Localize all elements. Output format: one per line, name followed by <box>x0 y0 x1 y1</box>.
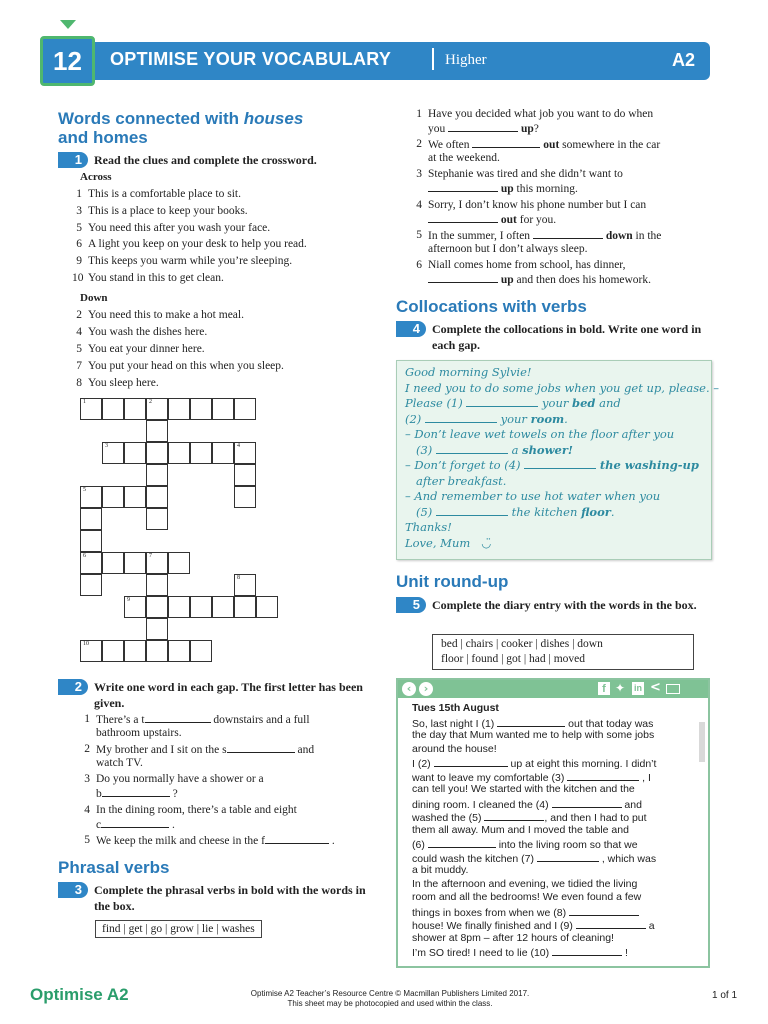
smiley-icon: ◡̈ <box>473 535 492 550</box>
crossword-cell[interactable] <box>190 398 212 420</box>
crossword-cell[interactable] <box>256 596 278 618</box>
word-box-phrasal: find | get | go | grow | lie | washes <box>95 920 262 938</box>
section-title-houses: Words connected with houses and homes <box>58 109 304 147</box>
exercise-number: 5 <box>396 597 426 613</box>
answer-gap[interactable] <box>436 505 508 516</box>
crossword-cell[interactable] <box>124 398 146 420</box>
answer-gap[interactable] <box>472 137 540 148</box>
crossword-cell[interactable] <box>102 442 124 464</box>
crossword-cell[interactable] <box>80 574 102 596</box>
level-label: Higher <box>445 52 487 68</box>
exercise-number: 2 <box>58 679 88 695</box>
answer-gap[interactable] <box>524 458 596 469</box>
section-title-phrasal-verbs: Phrasal verbs <box>58 858 170 877</box>
crossword-cell[interactable] <box>168 640 190 662</box>
diary-entry: Tues 15th August So, last night I (1) out that today was the day that Mum wanted me to help with some jobs around the house! I (2) up at eight this morning. I didn’t want to leave my comfortable (3) , I can tell you! We started with the kitchen and the dining room. I cleaned the (4) and washed the (5) , and then I had to put them all away. Mum and I moved the table and (6) into the living room so that we could wash the kitchen (7) , which was a bit muddy. In the afternoon and evening, we tidied the living room and all the bedrooms! We even found a few things in boxes from when we (8) house! We finally finished and I (9) a shower at 8pm – after 12 hours of cleaning! I’m SO tired! I need to lie (10) ! <box>412 702 700 959</box>
cell-number: 8 <box>237 575 240 581</box>
crossword-cell[interactable] <box>146 618 168 640</box>
answer-gap[interactable] <box>434 756 508 767</box>
answer-gap[interactable] <box>567 770 639 781</box>
answer-gap[interactable] <box>497 716 565 727</box>
page-number: 1 of 1 <box>712 990 738 1001</box>
answer-gap[interactable] <box>448 121 518 132</box>
answer-gap[interactable] <box>484 810 544 821</box>
answer-gap[interactable] <box>466 396 538 407</box>
diary-panel <box>396 678 710 968</box>
down-label: Down <box>80 292 108 304</box>
answer-gap[interactable] <box>533 228 603 239</box>
crossword-cell[interactable] <box>80 552 102 574</box>
answer-gap[interactable] <box>265 833 329 844</box>
crossword-cell[interactable] <box>124 640 146 662</box>
crossword-cell[interactable] <box>102 640 124 662</box>
crossword-cell[interactable] <box>102 552 124 574</box>
answer-gap[interactable] <box>101 817 169 828</box>
email-icon[interactable] <box>666 684 680 694</box>
crossword-cell[interactable] <box>102 486 124 508</box>
copyright: Optimise A2 Teacher’s Resource Centre © Macmillan Publishers Limited 2017. This sheet may be photocopied and used within the class. <box>250 989 530 1008</box>
answer-gap[interactable] <box>428 212 498 223</box>
crossword-cell[interactable] <box>80 486 102 508</box>
crossword-cell[interactable] <box>146 596 168 618</box>
answer-gap[interactable] <box>552 945 622 956</box>
marker-triangle <box>60 20 76 29</box>
crossword-cell[interactable] <box>234 596 256 618</box>
exercise-2-instruction: 2 Write one word in each gap. The first letter has been given. <box>58 679 378 711</box>
section-title-round-up: Unit round-up <box>396 572 509 591</box>
crossword-cell[interactable] <box>146 398 168 420</box>
cell-number: 3 <box>105 443 108 449</box>
crossword-cell[interactable] <box>80 530 102 552</box>
answer-gap[interactable] <box>569 905 639 916</box>
cell-number: 5 <box>83 487 86 493</box>
scrollbar-thumb[interactable] <box>699 722 705 762</box>
answer-gap[interactable] <box>145 712 211 723</box>
cell-number: 9 <box>127 597 130 603</box>
crossword-cell[interactable] <box>234 398 256 420</box>
crossword-cell[interactable] <box>212 398 234 420</box>
crossword-cell[interactable] <box>190 596 212 618</box>
exercise-number: 3 <box>58 882 88 898</box>
cell-number: 6 <box>83 553 86 559</box>
crossword-cell[interactable] <box>234 464 256 486</box>
crossword-cell[interactable] <box>146 552 168 574</box>
crossword-cell[interactable] <box>234 574 256 596</box>
crossword-cell[interactable] <box>146 640 168 662</box>
crossword-cell[interactable] <box>80 398 102 420</box>
crossword-cell[interactable] <box>124 596 146 618</box>
crossword-cell[interactable] <box>146 420 168 442</box>
crossword-cell[interactable] <box>124 552 146 574</box>
exercise-3-instruction: 3 Complete the phrasal verbs in bold with the words in the box. <box>58 882 378 914</box>
crossword-cell[interactable] <box>168 398 190 420</box>
next-arrow-icon[interactable]: › <box>419 682 433 696</box>
crossword-cell[interactable] <box>80 508 102 530</box>
cell-number: 1 <box>83 399 86 405</box>
crossword-cell[interactable] <box>190 442 212 464</box>
diary-toolbar <box>398 680 708 698</box>
crossword-cell[interactable] <box>146 442 168 464</box>
crossword-cell[interactable] <box>168 442 190 464</box>
answer-gap[interactable] <box>537 851 599 862</box>
word-box-roundup: bed | chairs | cooker | dishes | down floor | found | got | had | moved <box>432 634 694 670</box>
crossword-cell[interactable] <box>124 486 146 508</box>
twitter-icon[interactable]: ✦ <box>615 681 626 695</box>
answer-gap[interactable] <box>428 837 496 848</box>
exercise-1-instruction: 1 Read the clues and complete the crossword. <box>58 152 378 168</box>
diary-date: Tues 15th August <box>412 702 499 714</box>
page-title: OPTIMISE YOUR VOCABULARY <box>110 49 392 69</box>
answer-gap[interactable] <box>227 742 295 753</box>
crossword-cell[interactable] <box>124 442 146 464</box>
cell-number: 2 <box>149 399 152 405</box>
crossword-cell[interactable] <box>234 486 256 508</box>
cell-number: 4 <box>237 443 240 449</box>
share-icon[interactable]: < <box>650 680 661 695</box>
handwritten-note: Good morning Sylvie! I need you to do some jobs when you get up, please. – Please (1) your bed and (2) your room. – Don’t leave wet towels on the floor after you (3) a shower! – Don’t forget to (4) the washing-up after breakfast. – And remember to use hot water when you (5) the kitchen floor. Thanks! Love, Mum ◡̈ <box>396 360 712 560</box>
exercise-5-instruction: 5 Complete the diary entry with the words in the box. <box>396 597 708 613</box>
answer-gap[interactable] <box>428 272 498 283</box>
linkedin-icon[interactable]: in <box>634 683 642 693</box>
cefr-level: A2 <box>672 50 696 70</box>
crossword-cell[interactable] <box>146 574 168 596</box>
answer-gap[interactable] <box>576 918 646 929</box>
crossword-cell[interactable] <box>102 398 124 420</box>
cell-number: 7 <box>149 553 152 559</box>
exercise-4-instruction: 4 Complete the collocations in bold. Write one word in each gap. <box>396 321 706 353</box>
title-divider <box>432 48 434 70</box>
crossword-cell[interactable] <box>80 640 102 662</box>
crossword-cell[interactable] <box>168 552 190 574</box>
cell-number: 10 <box>83 641 89 647</box>
crossword-cell[interactable] <box>212 596 234 618</box>
crossword-cell[interactable] <box>146 486 168 508</box>
answer-gap[interactable] <box>436 443 508 454</box>
crossword-cell[interactable] <box>190 640 212 662</box>
crossword-cell[interactable] <box>234 442 256 464</box>
brand-logo: Optimise A2 <box>30 985 129 1004</box>
crossword-cell[interactable] <box>168 596 190 618</box>
answer-gap[interactable] <box>552 797 622 808</box>
prev-arrow-icon[interactable]: ‹ <box>402 682 416 696</box>
facebook-icon[interactable]: f <box>598 682 610 695</box>
exercise-number: 4 <box>396 321 426 337</box>
exercise-number: 1 <box>58 152 88 168</box>
crossword-cell[interactable] <box>212 442 234 464</box>
answer-gap[interactable] <box>428 181 498 192</box>
crossword-cell[interactable] <box>146 464 168 486</box>
crossword-cell[interactable] <box>146 508 168 530</box>
across-label: Across <box>80 171 112 183</box>
answer-gap[interactable] <box>425 412 497 423</box>
section-title-collocations: Collocations with verbs <box>396 297 587 316</box>
answer-gap[interactable] <box>102 786 170 797</box>
unit-number: 12 <box>40 36 95 86</box>
